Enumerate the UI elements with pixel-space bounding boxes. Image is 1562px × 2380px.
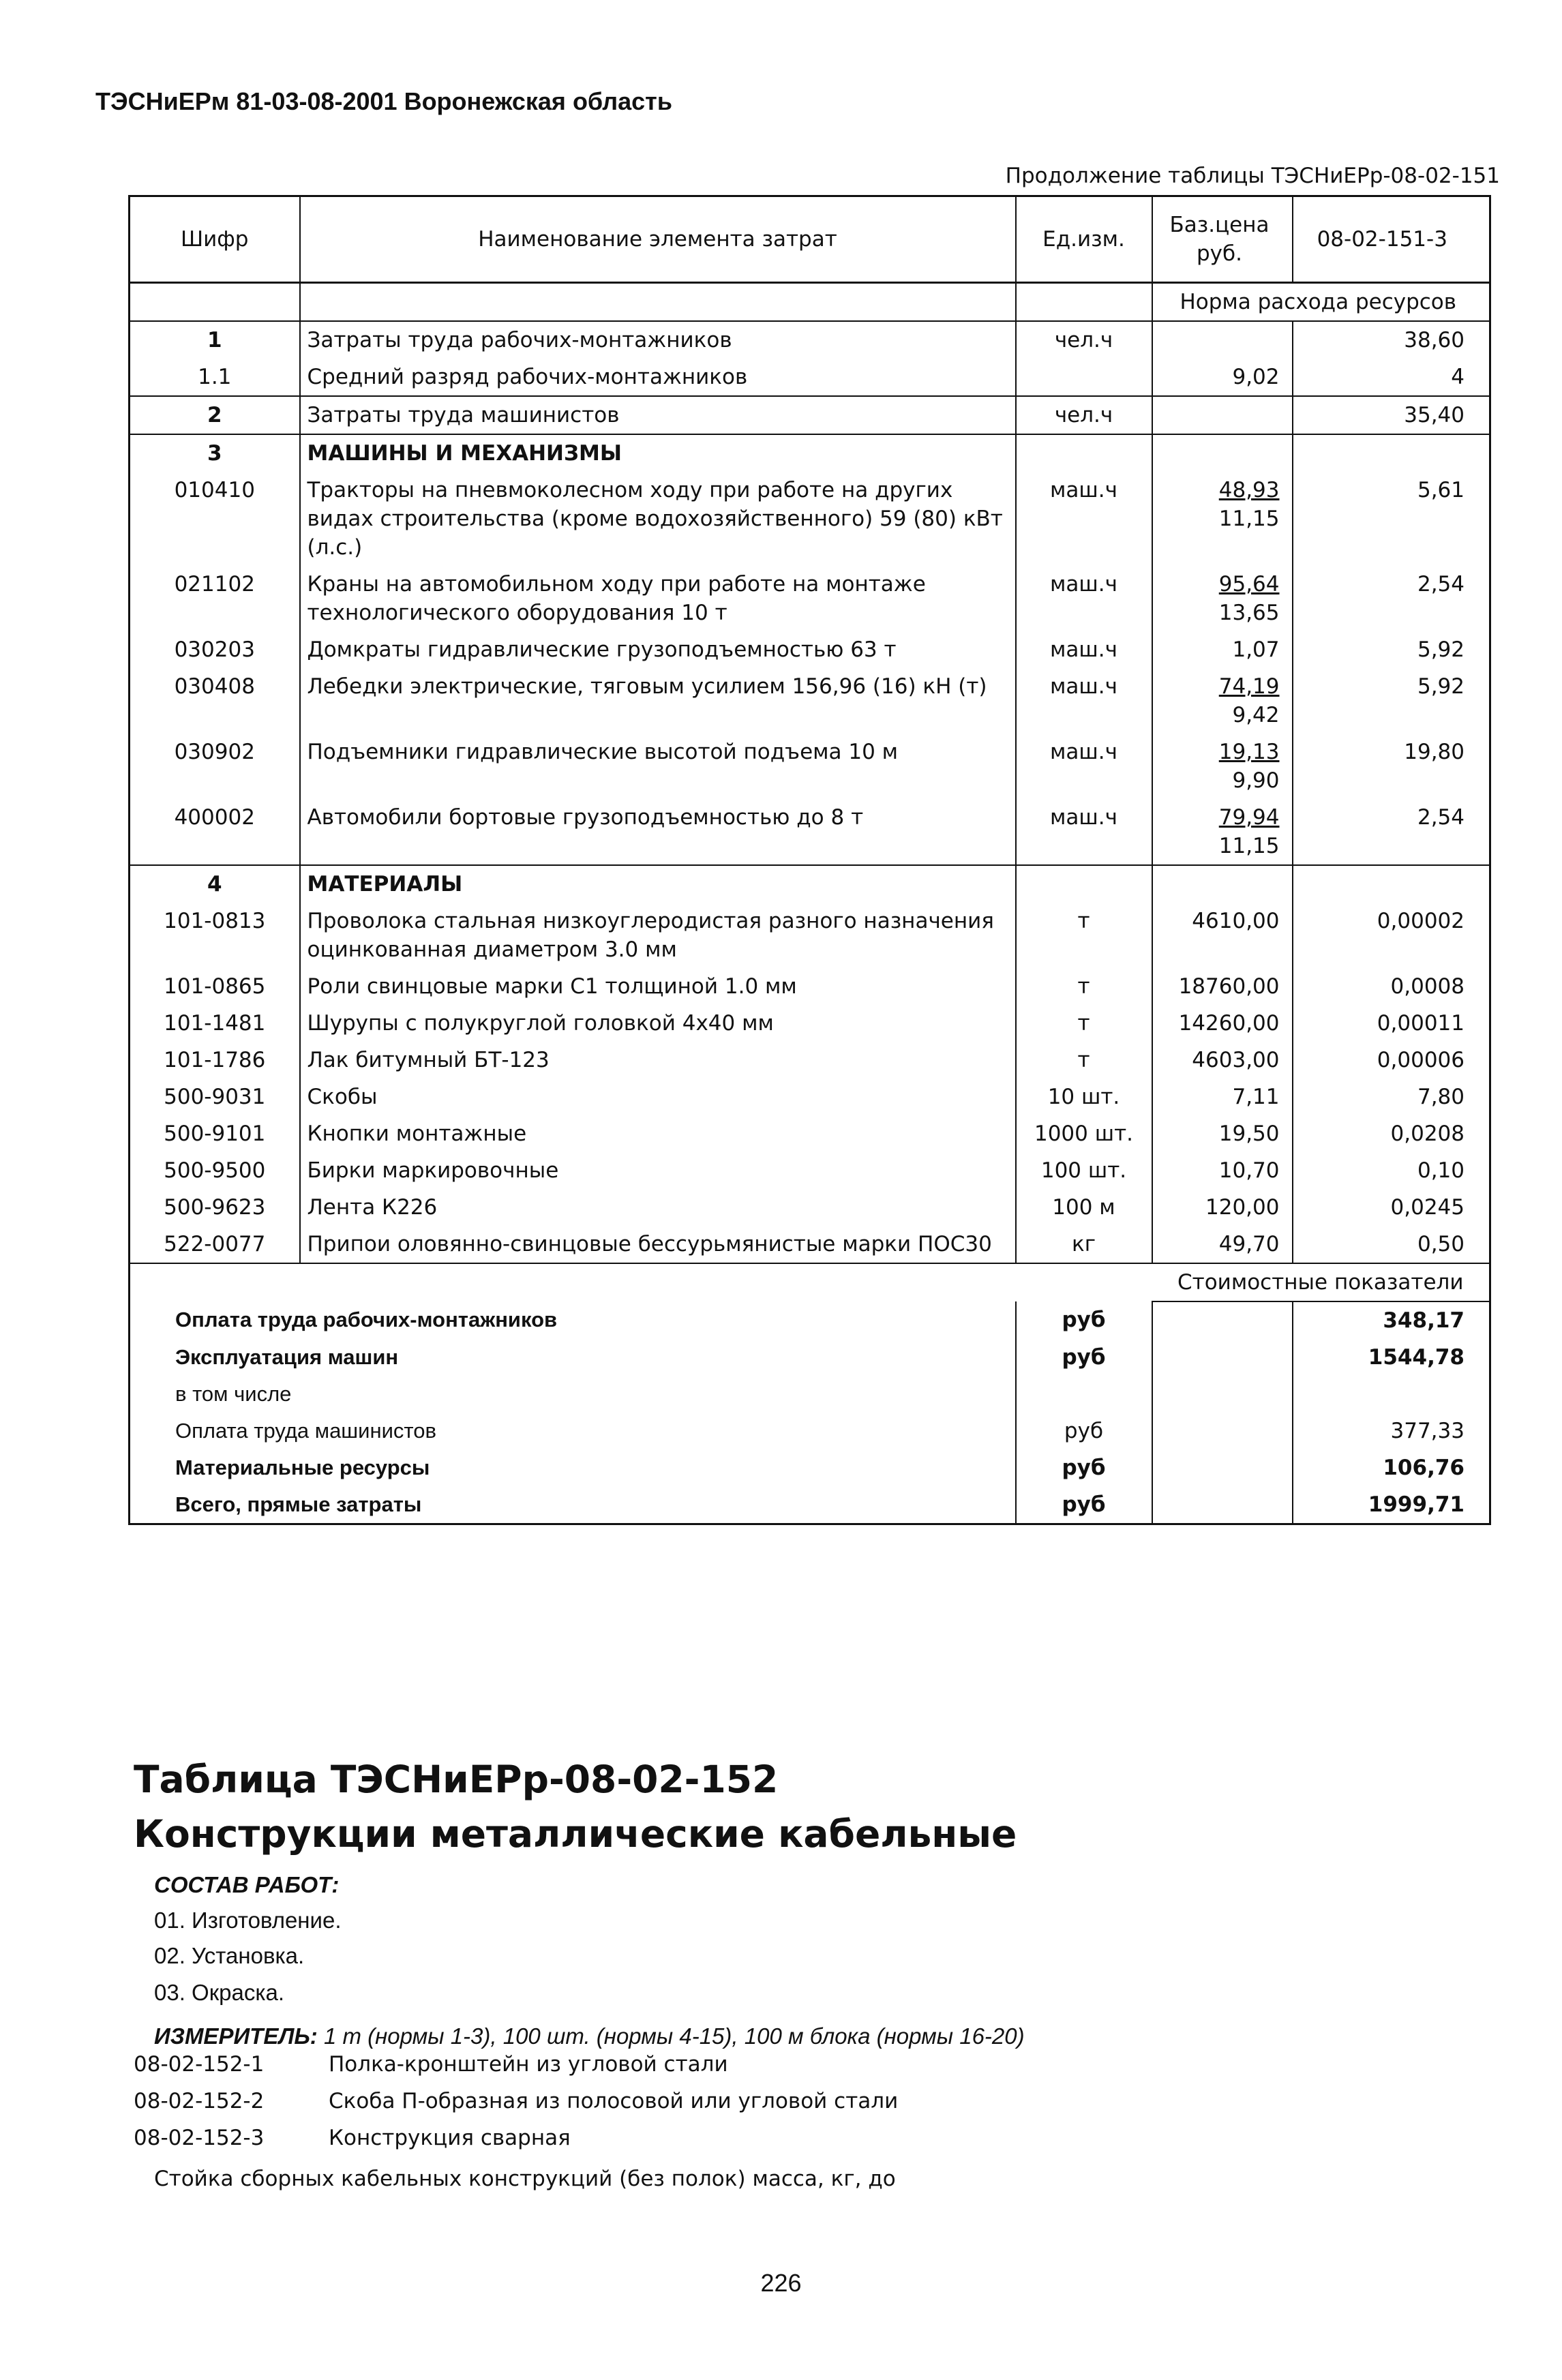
cost-value: 348,17 (1293, 1301, 1490, 1339)
machine-row (130, 799, 1490, 865)
row-price (1152, 668, 1293, 734)
empty-cell (1293, 865, 1490, 903)
material-row (130, 1005, 1490, 1042)
row-price: 4610,00 (1152, 903, 1293, 968)
row-code: 030408 (130, 668, 300, 734)
cost-row (130, 1413, 1490, 1449)
row-code: 101-1786 (130, 1042, 300, 1079)
row-code: 1 (130, 321, 300, 359)
row-code: 500-9031 (130, 1079, 300, 1115)
section-row (130, 865, 1490, 903)
cost-subheader-row (130, 1263, 1490, 1301)
empty-cell (1152, 1376, 1293, 1413)
row-unit: 10 шт. (1016, 1079, 1152, 1115)
row-name: Припои оловянно-свинцовые бессурьмянистые марки ПОС30 (300, 1226, 1016, 1263)
row-unit: 100 шт. (1016, 1152, 1152, 1189)
cost-unit: руб (1016, 1301, 1152, 1339)
row-name: Лента К226 (300, 1189, 1016, 1226)
empty-cell (1152, 1301, 1293, 1339)
row-unit: маш.ч (1016, 566, 1152, 631)
norm-subheader-row (130, 283, 1490, 322)
machine-row (130, 668, 1490, 734)
variant-row (134, 2089, 898, 2113)
cost-row (130, 1376, 1490, 1413)
row-name: Средний разряд рабочих-монтажников (300, 359, 1016, 396)
row-code: 101-0865 (130, 968, 300, 1005)
cost-value: 1999,71 (1293, 1486, 1490, 1524)
price-value: 95,64 (1218, 572, 1280, 597)
row-norm: 7,80 (1293, 1079, 1490, 1115)
machine-row (130, 472, 1490, 566)
page-number: 226 (760, 2269, 802, 2297)
row-norm: 0,00006 (1293, 1042, 1490, 1079)
row-name: Лак битумный БТ-123 (300, 1042, 1016, 1079)
empty-cell (1152, 1413, 1293, 1449)
row-name: Проволока стальная низкоуглеродистая разного назначения оцинкованная диаметром 3.0 мм (300, 903, 1016, 968)
material-row (130, 1079, 1490, 1115)
cost-unit: руб (1016, 1413, 1152, 1449)
row-name: Автомобили бортовые грузоподъемностью до 8 т (300, 799, 1016, 865)
material-row (130, 1189, 1490, 1226)
norm-subheader: Норма расхода ресурсов (1152, 283, 1490, 322)
header-price: Баз.цена руб. (1152, 196, 1293, 283)
row-unit: маш.ч (1016, 668, 1152, 734)
row-norm: 2,54 (1293, 799, 1490, 865)
material-row (130, 1226, 1490, 1263)
row-code: 522-0077 (130, 1226, 300, 1263)
row-price (1152, 396, 1293, 434)
row-code: 2 (130, 396, 300, 434)
section-row (130, 434, 1490, 472)
section-code: 3 (130, 434, 300, 472)
variant-code: 08-02-152-3 (134, 2126, 265, 2150)
cost-row (130, 1339, 1490, 1376)
cost-unit: руб (1016, 1339, 1152, 1376)
empty-cell (1152, 865, 1293, 903)
row-norm: 0,0245 (1293, 1189, 1490, 1226)
machine-row (130, 734, 1490, 799)
row-norm: 5,61 (1293, 472, 1490, 566)
measurer-label: ИЗМЕРИТЕЛЬ: (154, 2023, 318, 2049)
row-unit: т (1016, 903, 1152, 968)
row-price: 7,11 (1152, 1079, 1293, 1115)
empty-cell (1016, 434, 1152, 472)
cost-value: 377,33 (1293, 1413, 1490, 1449)
section-title: МАТЕРИАЛЫ (300, 865, 1016, 903)
row-code: 021102 (130, 566, 300, 631)
row-price: 49,70 (1152, 1226, 1293, 1263)
row-name: Домкраты гидравлические грузоподъемностью 63 т (300, 631, 1016, 668)
row-code: 500-9101 (130, 1115, 300, 1152)
variant-row (134, 2126, 571, 2150)
cost-label: в том числе (130, 1376, 1016, 1413)
material-row (130, 1115, 1490, 1152)
measurer-text: 1 т (нормы 1-3), 100 шт. (нормы 4-15), 100 м блока (нормы 16-20) (323, 2023, 1025, 2049)
cost-label: Всего, прямые затраты (130, 1486, 1016, 1524)
running-header: ТЭСНиЕРм 81-03-08-2001 Воронежская область (95, 87, 672, 115)
row-code: 101-0813 (130, 903, 300, 968)
row-price (1152, 321, 1293, 359)
variant-row (134, 2052, 728, 2077)
material-row (130, 1152, 1490, 1189)
row-price (1152, 566, 1293, 631)
price-value: 1,07 (1232, 637, 1280, 662)
material-row (130, 903, 1490, 968)
cost-label: Оплата труда машинистов (130, 1413, 1016, 1449)
row-unit (1016, 359, 1152, 396)
row-unit: маш.ч (1016, 734, 1152, 799)
row-unit: 100 м (1016, 1189, 1152, 1226)
row-unit: кг (1016, 1226, 1152, 1263)
row-unit: маш.ч (1016, 799, 1152, 865)
row-name: Роли свинцовые марки С1 толщиной 1.0 мм (300, 968, 1016, 1005)
row-price (1152, 472, 1293, 566)
row-price: 19,50 (1152, 1115, 1293, 1152)
variant-name: Скоба П-образная из полосовой или угловой стали (329, 2089, 899, 2113)
row-code: 500-9623 (130, 1189, 300, 1226)
row-name: Тракторы на пневмоколесном ходу при работе на других видах строительства (кроме водохозяйственного) 59 (80) кВт (л.с.) (300, 472, 1016, 566)
row-unit: маш.ч (1016, 631, 1152, 668)
row-price (1152, 734, 1293, 799)
header-code: Шифр (130, 196, 300, 283)
row-unit: чел.ч (1016, 321, 1152, 359)
row-unit: т (1016, 968, 1152, 1005)
labor-row (130, 321, 1490, 359)
stand-note: Стойка сборных кабельных конструкций (без полок) масса, кг, до (154, 2167, 896, 2191)
section-title: МАШИНЫ И МЕХАНИЗМЫ (300, 434, 1016, 472)
row-norm: 0,0208 (1293, 1115, 1490, 1152)
variant-code: 08-02-152-1 (134, 2052, 265, 2077)
machinist-wage: 9,42 (1232, 703, 1280, 727)
cost-unit: руб (1016, 1449, 1152, 1486)
work-item: 01. Изготовление. (154, 1908, 342, 1933)
header-unit: Ед.изм. (1016, 196, 1152, 283)
price-value: 74,19 (1218, 674, 1280, 699)
row-norm: 35,40 (1293, 396, 1490, 434)
row-name: Затраты труда рабочих-монтажников (300, 321, 1016, 359)
variant-code: 08-02-152-2 (134, 2089, 265, 2113)
row-norm: 5,92 (1293, 668, 1490, 734)
header-norm: 08-02-151-3 (1293, 196, 1490, 283)
row-code: 1.1 (130, 359, 300, 396)
row-name: Бирки маркировочные (300, 1152, 1016, 1189)
cost-value: 106,76 (1293, 1449, 1490, 1486)
machine-row (130, 631, 1490, 668)
row-price (1152, 631, 1293, 668)
row-code: 400002 (130, 799, 300, 865)
price-value: 48,93 (1218, 478, 1280, 502)
work-item: 02. Установка. (154, 1943, 305, 1968)
next-table-subtitle: Конструкции металлические кабельные (134, 1812, 1017, 1856)
row-unit: т (1016, 1005, 1152, 1042)
row-name: Кнопки монтажные (300, 1115, 1016, 1152)
row-code: 030203 (130, 631, 300, 668)
row-price: 18760,00 (1152, 968, 1293, 1005)
empty-cell (1152, 1486, 1293, 1524)
cost-label: Оплата труда рабочих-монтажников (130, 1301, 1016, 1339)
empty-cell (1152, 1339, 1293, 1376)
row-price: 120,00 (1152, 1189, 1293, 1226)
row-norm: 2,54 (1293, 566, 1490, 631)
table-header-row (130, 196, 1490, 283)
next-table-title: Таблица ТЭСНиЕРр-08-02-152 (134, 1758, 779, 1801)
variant-name: Полка-кронштейн из угловой стали (329, 2052, 728, 2077)
work-item: 03. Окраска. (154, 1980, 285, 2005)
row-code: 010410 (130, 472, 300, 566)
row-unit: т (1016, 1042, 1152, 1079)
row-code: 101-1481 (130, 1005, 300, 1042)
material-row (130, 1042, 1490, 1079)
machinist-wage: 13,65 (1218, 601, 1280, 625)
cost-subheader: Стоимостные показатели (1152, 1263, 1490, 1301)
price-value: 19,13 (1218, 740, 1280, 764)
cost-value: 1544,78 (1293, 1339, 1490, 1376)
row-norm: 5,92 (1293, 631, 1490, 668)
empty-cell (1152, 434, 1293, 472)
machinist-wage: 11,15 (1218, 507, 1280, 531)
measurer-line (154, 2023, 1025, 2049)
machinist-wage: 11,15 (1218, 834, 1280, 858)
cost-label: Материальные ресурсы (130, 1449, 1016, 1486)
empty-cell (1293, 434, 1490, 472)
row-name: Подъемники гидравлические высотой подъема 10 м (300, 734, 1016, 799)
row-norm: 0,00002 (1293, 903, 1490, 968)
row-norm: 0,10 (1293, 1152, 1490, 1189)
labor-row (130, 396, 1490, 434)
row-unit: 1000 шт. (1016, 1115, 1152, 1152)
row-norm: 19,80 (1293, 734, 1490, 799)
continuation-label: Продолжение таблицы ТЭСНиЕРр-08-02-151 (1005, 164, 1500, 188)
row-norm: 0,50 (1293, 1226, 1490, 1263)
row-price: 4603,00 (1152, 1042, 1293, 1079)
row-name: Скобы (300, 1079, 1016, 1115)
row-name: Шурупы с полукруглой головкой 4х40 мм (300, 1005, 1016, 1042)
row-norm: 0,00011 (1293, 1005, 1490, 1042)
cost-row (130, 1486, 1490, 1524)
row-name: Лебедки электрические, тяговым усилием 156,96 (16) кН (т) (300, 668, 1016, 734)
section-code: 4 (130, 865, 300, 903)
cost-unit: руб (1016, 1486, 1152, 1524)
row-price (1152, 799, 1293, 865)
row-name: Затраты труда машинистов (300, 396, 1016, 434)
material-row (130, 968, 1490, 1005)
cost-value (1293, 1376, 1490, 1413)
row-norm: 38,60 (1293, 321, 1490, 359)
row-name: Краны на автомобильном ходу при работе на монтаже технологического оборудования 10 т (300, 566, 1016, 631)
variant-name: Конструкция сварная (329, 2126, 571, 2150)
row-unit: маш.ч (1016, 472, 1152, 566)
row-code: 030902 (130, 734, 300, 799)
cost-label: Эксплуатация машин (130, 1339, 1016, 1376)
row-norm: 4 (1293, 359, 1490, 396)
row-price: 10,70 (1152, 1152, 1293, 1189)
cost-unit (1016, 1376, 1152, 1413)
machinist-wage: 9,90 (1232, 768, 1280, 793)
machine-row (130, 566, 1490, 631)
row-norm: 0,0008 (1293, 968, 1490, 1005)
empty-cell (1016, 865, 1152, 903)
row-unit: чел.ч (1016, 396, 1152, 434)
labor-row (130, 359, 1490, 396)
row-code: 500-9500 (130, 1152, 300, 1189)
price-value: 79,94 (1218, 805, 1280, 830)
header-name: Наименование элемента затрат (300, 196, 1016, 283)
norms-table (128, 195, 1491, 1525)
empty-cell (1152, 1449, 1293, 1486)
cost-row (130, 1301, 1490, 1339)
works-label: СОСТАВ РАБОТ: (154, 1872, 340, 1897)
cost-row (130, 1449, 1490, 1486)
row-price: 9,02 (1152, 359, 1293, 396)
row-price: 14260,00 (1152, 1005, 1293, 1042)
